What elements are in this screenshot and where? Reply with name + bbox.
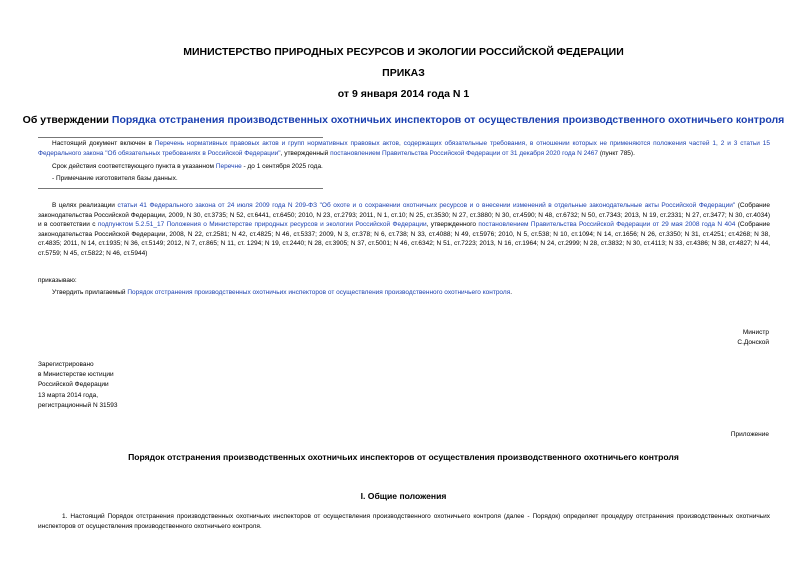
section-heading: I. Общие положения [360, 491, 447, 501]
document-type: ПРИКАЗ [382, 67, 425, 79]
order-label: приказываю: [38, 277, 77, 284]
document-title-link[interactable]: Порядка отстранения производственных охотничьих инспекторов от осуществления производственного охотничьего контроля [111, 114, 785, 126]
signature-name: С.Донской [737, 339, 769, 347]
preamble-paragraph: В целях реализации статьи 41 Федерального закона от 24 июля 2009 года N 209-ФЗ "Об охоте и о сохранении охотничьих ресурсов и о внесении изменений в отдельные законодательные акты Российской Федерации" (Собрание законодательства Российской Федерации, 2009, N 30, ст.3735; N 52, ст.6441, ст.6450; 2010, N 23, ст.2793; 2011, N 1, ст.10; N 25, ст.3530; N 27, ст.3880; N 30, ст.4590; N 48, ст.6732; N 50, ст.7343; 2013, N 19, ст.2331; N 27, ст.3477; N 30, ст.4034) и в соответствии с подпунктом 5.2.51_17 Положения о Министерстве природных ресурсов и экологии Российской Федерации, утвержденного постановлением Правительства Российской Федерации от 29 мая 2008 года N 404 (Собрание законодательства Российской Федерации, 2008, N 22, ст.2581; N 42, ст.4825; N 46, ст.5337; 2009, N 3, ст.378; N 6, ст.738; N 33, ст.4088; N 49, ст.5976; 2010, N 5, ст.538; N 10, ст.1094; N 14, ст.1656; N 26, ст.3350; N 31, ст.4251; ст.4268; N 38, ст.4835; 2011, N 14, ст.1935; N 36, ст.5149; 2012, N 7, ст.865; N 11, ст. 1294; N 19, ст.2440; N 28, ст.3905; N 37, ст.5001; N 46, ст.6342; N 51, ст.7223; 2013, N 16, ст.1964; N 24, ст.2999; N 28, ст.3832; N 30, ст.4113; N 33, ст.4386; N 38, ст.4827; N 44, ст.5759; N 45, ст.5822; N 46, ст.5944) [38, 202, 771, 257]
postanovlenie-2467-link[interactable]: постановлением Правительства Российской Федерации от 31 декабря 2020 года N 2467 [330, 149, 599, 157]
ministry-heading: МИНИСТЕРСТВО ПРИРОДНЫХ РЕСУРСОВ И ЭКОЛОГИИ РОССИЙСКОЙ ФЕДЕРАЦИИ [183, 46, 624, 58]
postanovlenie-404-link[interactable]: постановлением Правительства Российской Федерации от 29 мая 2008 года N 404 [478, 221, 736, 229]
document-title [0, 114, 807, 126]
registration-line-4: 13 марта 2014 года, [38, 391, 99, 399]
registration-block [38, 360, 118, 411]
registration-line-5: регистрационный N 31593 [38, 401, 118, 409]
polozhenie-link[interactable]: подпунктом 5.2.51_17 Положения о Министерстве природных ресурсов и экологии Российской Федерации [97, 221, 427, 229]
order-text: Утвердить прилагаемый Порядок отстранения производственных охотничьих инспекторов от осуществления производственного охотничьего контроля. [52, 289, 513, 296]
law-209-fz-link[interactable]: статьи 41 Федерального закона от 24 июля 2009 года N 209-ФЗ "Об охоте и о сохранении охотничьих ресурсов и о внесении изменений в отдельные законодательные акты Российской Федерации" [117, 202, 736, 209]
poryadok-link[interactable]: Порядок отстранения производственных охотничьих инспекторов от осуществления производственного охотничьего контроля [127, 289, 511, 296]
note-top-divider [38, 137, 323, 138]
signature-block [737, 328, 769, 348]
note-paragraph-2: Срок действия соответствующего пункта в указанном Перечне - до 1 сентября 2025 года. [52, 163, 323, 170]
appendix-label: Приложение [730, 431, 769, 438]
document-date-number: от 9 января 2014 года N 1 [337, 88, 470, 100]
registration-line-2: в Министерстве юстиции [38, 371, 114, 379]
note-bottom-divider [38, 188, 323, 189]
appendix-paragraph-1: 1. Настоящий Порядок отстранения производственных охотничьих инспекторов от осуществления производственного охотничьего контроля (далее - Порядок) определяет процедуру отстранения производственных охотничьих инспекторов от осуществления производственного охотничьего контроля. [38, 513, 770, 530]
perechen-short-link[interactable]: Перечне [215, 163, 242, 170]
note-paragraph-1: Настоящий документ включен в Перечень нормативных правовых актов и групп нормативных правовых актов, содержащих обязательные требования, в отношении которых не применяются положения частей 1, 2 и 3 статьи 15 Федерального закона "Об обязательных требованиях в Российской Федерации", утвержденный постановлением Правительства Российской Федерации от 31 декабря 2020 года N 2467 (пункт 785). [38, 140, 770, 157]
appendix-title: Порядок отстранения производственных охотничьих инспекторов от осуществления производственного охотничьего контроля [128, 452, 679, 462]
signature-position: Министр [742, 329, 769, 336]
document-title-prefix: Об утверждении [22, 114, 112, 126]
note-paragraph-3: - Примечание изготовителя базы данных. [52, 175, 178, 182]
registration-line-1: Зарегистрировано [38, 361, 94, 368]
perechen-link[interactable]: Перечень нормативных правовых актов и групп нормативных правовых актов, содержащих обязательные требования, в отношении которых не применяются положения частей 1, 2 и 3 статьи 15 Федерального закона "Об обязательных требованиях в Российской Федерации" [38, 140, 770, 157]
registration-line-3: Российской Федерации [38, 381, 109, 389]
